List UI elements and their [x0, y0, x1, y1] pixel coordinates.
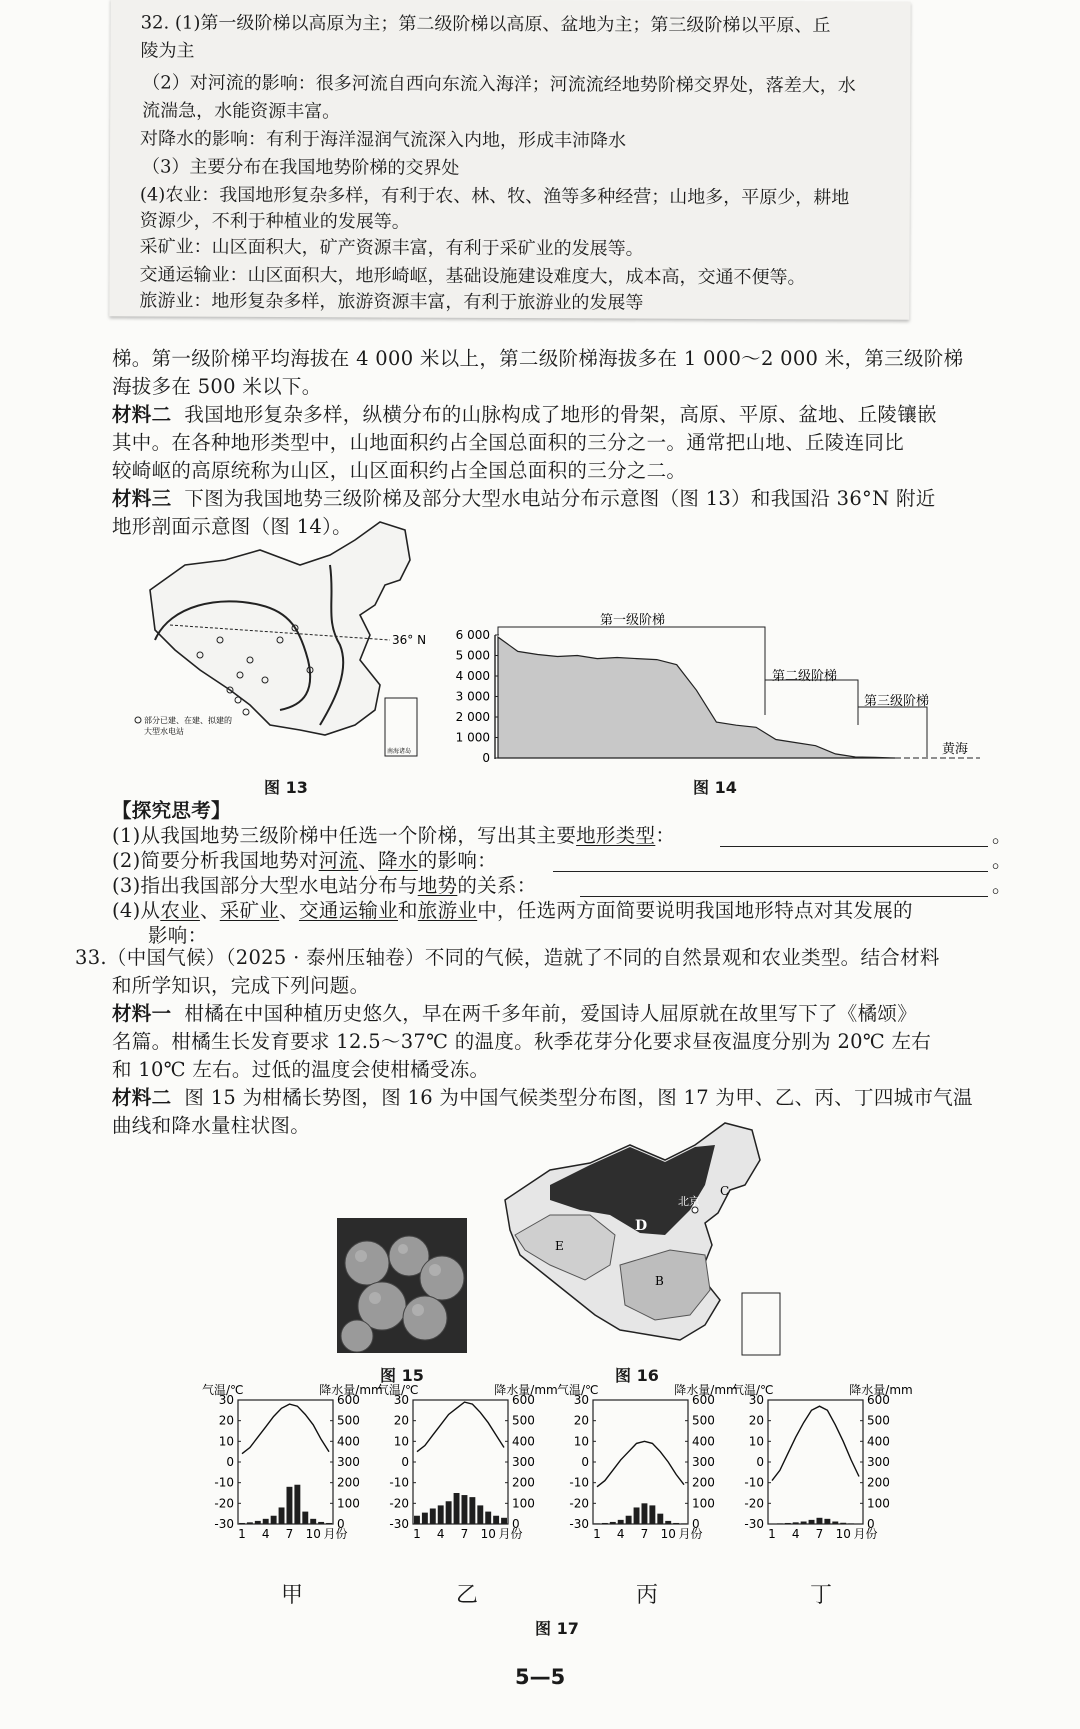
inquiry-question-4-line2: 影响：	[148, 924, 208, 947]
precip-bar	[326, 1523, 332, 1524]
temp-axis-title: 气温/℃	[557, 1383, 599, 1397]
precip-bar	[287, 1487, 293, 1524]
temp-tick-label: 0	[581, 1455, 589, 1469]
precip-bar	[446, 1501, 452, 1524]
question-keyword: 旅游业	[417, 899, 478, 922]
precip-bar	[777, 1523, 783, 1524]
china-outline	[150, 522, 410, 735]
precip-tick-label: 100	[512, 1496, 535, 1511]
precip-bar	[501, 1518, 507, 1524]
material1-tail-line1: 梯。第一级阶梯平均海拔在 4 000 米以上，第二级阶梯海拔多在 1 000～2 000 米，第三级阶梯	[112, 347, 964, 370]
answer-blank-2[interactable]	[553, 871, 988, 872]
page-number: 5—5	[515, 1665, 566, 1689]
q32-material3-line2: 地形剖面示意图（图 14）。	[112, 515, 352, 538]
precip-tick-label: 100	[867, 1496, 890, 1511]
q33-material2-line2: 曲线和降水量柱状图。	[112, 1114, 311, 1137]
legend-text: 部分已建、在建、拟建的	[144, 716, 232, 725]
question-text: (4)从	[112, 899, 161, 922]
citrus-fruit	[403, 1296, 447, 1340]
precip-tick-label: 200	[692, 1475, 715, 1490]
question-text: (1)从我国地势三级阶梯中任选一个阶梯，写出其主要	[112, 824, 577, 847]
citrus-fruit	[420, 1256, 464, 1300]
precip-tick-label: 100	[337, 1496, 360, 1511]
profile-ytick-label: 5 000	[455, 648, 490, 663]
month-tick-label: 4	[436, 1527, 445, 1541]
step3-bracket	[858, 707, 927, 757]
temp-axis-title: 气温/℃	[202, 1383, 244, 1397]
precip-tick-label: 500	[692, 1413, 715, 1428]
q32-material2-line1	[112, 401, 937, 429]
city-label-yi: 乙	[456, 1583, 479, 1608]
precip-bar	[294, 1485, 300, 1524]
temp-tick-label: 0	[401, 1455, 409, 1469]
precip-bar	[302, 1512, 308, 1524]
temp-tick-label: 30	[393, 1393, 409, 1407]
precip-tick-label: 500	[512, 1413, 535, 1428]
precip-bar	[848, 1523, 854, 1524]
precip-bar	[657, 1514, 663, 1524]
question-keyword: 河流	[318, 849, 359, 872]
beijing-label: 北京	[678, 1195, 700, 1208]
end-mark: 。	[992, 824, 1012, 847]
precip-bar	[279, 1507, 285, 1524]
climate-chart-乙	[377, 1382, 558, 1541]
precip-bar	[618, 1520, 624, 1524]
inquiry-title: 【探究思考】	[112, 799, 231, 822]
precip-bar	[681, 1523, 687, 1524]
question-text: 中，任选两方面简要说明我国地形特点对其发展的	[477, 899, 913, 922]
temp-tick-label: 20	[748, 1413, 764, 1428]
profile-ytick-label: 6 000	[455, 628, 490, 642]
precip-tick-label: 600	[692, 1393, 715, 1407]
city-label-jia: 甲	[281, 1583, 304, 1608]
precip-tick-label: 0	[692, 1517, 700, 1531]
question-text: (2)简要分析我国地势对	[112, 849, 319, 872]
precip-tick-label: 100	[692, 1496, 715, 1511]
answer-line: 旅游业：地形复杂多样，旅游资源丰富，有利于旅游业的发展等	[139, 290, 644, 314]
precip-tick-label: 300	[692, 1455, 715, 1469]
q32-material2-line2: 其中。在各种地形类型中，山地面积约占全国总面积的三分之一。通常把山地、丘陵连同比	[112, 431, 905, 454]
month-tick-label: 1	[768, 1527, 776, 1541]
step2-label: 第二级阶梯	[772, 669, 838, 684]
precip-bar	[665, 1521, 671, 1524]
step2-bracket	[765, 680, 858, 725]
temp-tick-label: -30	[569, 1517, 589, 1531]
temp-tick-label: 10	[393, 1434, 409, 1449]
citrus-fruit	[341, 1320, 373, 1352]
month-tick-label: 1	[593, 1527, 601, 1541]
month-tick-label: 10	[835, 1527, 851, 1541]
precip-bar	[462, 1495, 468, 1524]
temp-curve	[597, 1441, 684, 1487]
month-unit-label: 月份	[323, 1527, 348, 1541]
question-text: 、	[358, 849, 379, 872]
material-text: 柑橘在中国种植历史悠久，早在两千多年前，爱国诗人屈原就在故里写下了《橘颂》	[184, 1002, 918, 1025]
profile-ytick-label: 1 000	[455, 730, 490, 745]
precip-bar	[642, 1503, 648, 1524]
answer-line: 资源少，不利于种植业的发展等。	[139, 210, 410, 233]
step1-label: 第一级阶梯	[600, 613, 666, 628]
inquiry-question-4	[112, 897, 913, 925]
month-tick-label: 7	[815, 1527, 824, 1541]
question-text: 、	[279, 899, 299, 922]
inquiry-question-1	[112, 822, 675, 850]
precip-bar	[239, 1523, 245, 1524]
precip-axis-title: 降水量/mm	[674, 1383, 738, 1397]
precip-bar	[318, 1522, 324, 1524]
month-tick-label: 4	[261, 1527, 270, 1541]
temp-tick-label: 10	[218, 1434, 234, 1449]
temp-tick-label: -20	[569, 1496, 589, 1511]
sea-label: 黄海	[942, 742, 969, 757]
precip-tick-label: 500	[337, 1413, 360, 1428]
question-text: 的影响：	[417, 849, 497, 872]
material-label: 材料一	[112, 1002, 172, 1025]
month-tick-label: 10	[660, 1527, 676, 1541]
temp-tick-label: -30	[389, 1517, 409, 1531]
question-text: 的关系：	[457, 874, 537, 897]
temp-tick-label: -10	[214, 1475, 234, 1490]
chart-frame	[593, 1400, 688, 1524]
figure-15-citrus-photo	[337, 1218, 467, 1353]
profile-ytick-label: 4 000	[455, 669, 490, 683]
precip-bar	[485, 1512, 491, 1524]
month-tick-label: 4	[616, 1527, 625, 1541]
precip-bar	[840, 1523, 846, 1524]
precip-bar	[634, 1507, 640, 1524]
precip-bar	[255, 1521, 261, 1524]
temp-tick-label: 30	[573, 1393, 589, 1407]
precip-bar	[414, 1516, 420, 1524]
temp-tick-label: 20	[218, 1413, 234, 1428]
month-tick-label: 4	[791, 1527, 800, 1541]
precip-tick-label: 200	[512, 1475, 535, 1490]
question-text: 、	[199, 899, 220, 922]
answer-line: (4)农业：我国地形复杂多样，有利于农、林、牧、渔等多种经营；山地多，平原少，耕地	[139, 184, 850, 209]
precip-tick-label: 0	[512, 1517, 520, 1531]
zone-label-e: E	[555, 1239, 564, 1253]
figure-14-profile	[440, 613, 1000, 765]
temp-tick-label: -10	[569, 1475, 589, 1490]
temp-axis-title: 气温/℃	[732, 1383, 774, 1397]
hydropower-station-marker	[235, 697, 241, 703]
temp-tick-label: -20	[389, 1496, 409, 1511]
temp-tick-label: -20	[744, 1496, 764, 1511]
climate-chart-丙	[557, 1382, 738, 1541]
climate-chart-甲	[202, 1382, 383, 1541]
temp-tick-label: -10	[744, 1475, 764, 1490]
precip-axis-title: 降水量/mm	[494, 1383, 558, 1397]
temp-tick-label: 20	[573, 1413, 589, 1428]
precip-bar	[824, 1519, 830, 1524]
precip-bar	[626, 1516, 632, 1524]
inquiry-question-2	[112, 847, 497, 875]
month-tick-label: 1	[413, 1527, 421, 1541]
precip-bar	[610, 1522, 616, 1524]
precip-bar	[602, 1523, 608, 1524]
figure-15-caption: 图 15	[380, 1366, 424, 1385]
material-text: 图 15 为柑橘长势图，图 16 为中国气候类型分布图，图 17 为甲、乙、丙、丁四城市气温	[184, 1086, 973, 1109]
question-keyword: 地形类型	[576, 824, 656, 847]
answer-line: 流湍急，水能资源丰富。	[142, 100, 341, 123]
precip-bar	[477, 1505, 483, 1524]
profile-terrain-area	[498, 637, 895, 758]
temp-tick-label: 10	[573, 1434, 589, 1449]
precip-tick-label: 500	[867, 1413, 890, 1428]
precip-bar	[809, 1520, 815, 1524]
month-tick-label: 7	[285, 1527, 294, 1541]
material-label: 材料三	[112, 487, 172, 510]
hydropower-station-marker	[243, 709, 249, 715]
precip-axis-title: 降水量/mm	[849, 1383, 913, 1397]
zone-label-c: C	[720, 1184, 730, 1198]
precip-tick-label: 600	[337, 1393, 360, 1407]
material-label: 材料二	[112, 1086, 172, 1109]
south-sea-inset	[742, 1293, 780, 1355]
precip-bar	[454, 1493, 460, 1524]
figure-13-caption: 图 13	[264, 778, 308, 797]
chart-frame	[768, 1400, 863, 1524]
temp-tick-label: 0	[756, 1455, 764, 1469]
temp-curve	[772, 1406, 859, 1480]
temp-tick-label: -20	[214, 1496, 234, 1511]
precip-bar	[817, 1518, 823, 1524]
temp-tick-label: 20	[393, 1413, 409, 1428]
q33-material1-line3: 和 10℃ 左右。过低的温度会使柑橘受冻。	[112, 1058, 490, 1081]
answer-line: 陵为主	[140, 40, 195, 62]
figure-17-caption: 图 17	[535, 1619, 579, 1638]
profile-ytick-label: 0	[482, 751, 490, 765]
precip-bar	[785, 1523, 791, 1524]
temp-tick-label: -10	[389, 1475, 409, 1490]
month-unit-label: 月份	[853, 1527, 878, 1541]
zone-label-d: D	[635, 1218, 648, 1234]
precip-bar	[310, 1519, 316, 1524]
precip-bar	[247, 1522, 253, 1524]
temp-tick-label: 0	[226, 1455, 234, 1469]
figure-16-climate-map	[490, 1115, 790, 1360]
temp-tick-label: 10	[748, 1434, 764, 1449]
precip-tick-label: 0	[867, 1517, 875, 1531]
precip-tick-label: 400	[867, 1434, 890, 1449]
answer-line: 交通运输业：山区面积大，地形崎岖，基础设施建设难度大，成本高，交通不便等。	[139, 264, 806, 289]
temp-axis-title: 气温/℃	[377, 1383, 419, 1397]
answer-slip	[109, 0, 910, 320]
answer-line: 对降水的影响：有利于海洋湿润气流深入内地，形成丰沛降水	[140, 128, 627, 152]
month-unit-label: 月份	[678, 1527, 703, 1541]
month-tick-label: 10	[480, 1527, 496, 1541]
precip-tick-label: 200	[867, 1475, 890, 1490]
climate-chart-丁	[732, 1382, 913, 1541]
question-keyword: 采矿业	[219, 899, 280, 922]
answer-line: （3）主要分布在我国地势阶梯的交界处	[141, 156, 460, 179]
figure-16-caption: 图 16	[615, 1366, 659, 1385]
question-keyword: 降水	[378, 849, 418, 872]
step3-label: 第三级阶梯	[864, 694, 930, 709]
q33-material1-line2: 名篇。柑橘生长发育要求 12.5～37℃ 的温度。秋季花芽分化要求昼夜温度分别为 20℃ 左右	[112, 1030, 932, 1053]
precip-bar	[469, 1497, 475, 1524]
q33-stem-line2: 和所学知识，完成下列问题。	[112, 974, 370, 997]
month-tick-label: 1	[238, 1527, 246, 1541]
q33-material2-line1	[112, 1084, 973, 1112]
figure-13-map	[130, 520, 430, 770]
question-text: 和	[397, 899, 418, 922]
precip-bar	[649, 1505, 655, 1524]
temp-tick-label: -30	[214, 1517, 234, 1531]
end-mark: 。	[992, 849, 1012, 872]
city-label-ding: 丁	[810, 1583, 833, 1608]
legend-station-marker	[135, 717, 141, 723]
precip-bar	[430, 1509, 436, 1525]
question-text: ：	[655, 824, 676, 847]
inset-label: 南海诸岛	[387, 748, 412, 755]
precip-tick-label: 600	[867, 1393, 890, 1407]
precip-bar	[594, 1523, 600, 1524]
question-keyword: 农业	[160, 899, 200, 922]
precip-tick-label: 0	[337, 1517, 345, 1531]
precip-tick-label: 300	[867, 1455, 890, 1469]
precip-tick-label: 400	[692, 1434, 715, 1449]
q33-material1-line1	[112, 1000, 917, 1028]
q32-material3-line1	[112, 485, 936, 513]
material-label: 材料二	[112, 403, 172, 426]
month-unit-label: 月份	[498, 1527, 523, 1541]
question-keyword: 交通运输业	[298, 899, 398, 922]
temp-curve	[417, 1402, 504, 1452]
question-keyword: 地势	[417, 874, 458, 897]
precip-tick-label: 300	[337, 1455, 360, 1469]
precip-tick-label: 600	[512, 1393, 535, 1407]
precip-tick-label: 200	[337, 1475, 360, 1490]
precip-bar	[263, 1519, 269, 1524]
answer-line: （2）对河流的影响：很多河流自西向东流入海洋；河流流经地势阶梯交界处，落差大，水	[142, 72, 856, 97]
inquiry-question-3	[112, 872, 537, 900]
precip-bar	[793, 1522, 799, 1524]
answer-line: 采矿业：山区面积大，矿产资源丰富，有利于采矿业的发展等。	[139, 236, 644, 260]
precip-axis-title: 降水量/mm	[319, 1383, 383, 1397]
zone-label-b: B	[655, 1274, 664, 1288]
month-tick-label: 7	[460, 1527, 469, 1541]
citrus-fruit	[345, 1241, 389, 1285]
q33-stem-line1: 33.（中国气候）（2025 · 泰州压轴卷）不同的气候，造就了不同的自然景观和农业类型。结合材料	[75, 946, 940, 969]
precip-bar	[493, 1516, 499, 1524]
precip-bar	[832, 1522, 838, 1524]
material1-tail-line2: 海拔多在 500 米以下。	[112, 375, 322, 398]
temp-tick-label: 30	[748, 1393, 764, 1407]
answer-line: 32. (1)第一级阶梯以高原为主；第二级阶梯以高原、盆地为主；第三级阶梯以平原、丘	[140, 12, 831, 37]
precip-bar	[271, 1516, 277, 1524]
figure-17-climate-charts	[200, 1382, 913, 1578]
precip-bar	[438, 1505, 444, 1524]
precip-bar	[801, 1522, 807, 1524]
month-tick-label: 7	[640, 1527, 649, 1541]
precip-tick-label: 400	[337, 1434, 360, 1449]
figure-14-caption: 图 14	[693, 778, 737, 797]
precip-bar	[673, 1523, 679, 1524]
temp-tick-label: -30	[744, 1517, 764, 1531]
city-label-bing: 丙	[636, 1583, 659, 1608]
question-text: (3)指出我国部分大型水电站分布与	[112, 874, 418, 897]
chart-frame	[238, 1400, 333, 1524]
month-tick-label: 10	[305, 1527, 321, 1541]
chart-frame	[413, 1400, 508, 1524]
profile-ytick-label: 2 000	[455, 710, 490, 724]
precip-bar	[422, 1513, 428, 1524]
material-text: 下图为我国地势三级阶梯及部分大型水电站分布示意图（图 13）和我国沿 36°N 附近	[184, 487, 936, 510]
precip-tick-label: 400	[512, 1434, 535, 1449]
profile-ytick-label: 3 000	[455, 689, 490, 704]
legend-text: 大型水电站	[144, 727, 184, 736]
precip-tick-label: 300	[512, 1455, 535, 1469]
answer-blank-1[interactable]	[720, 846, 988, 847]
q32-material2-line3: 较崎岖的高原统称为山区，山区面积约占全国总面积的三分之二。	[112, 459, 687, 482]
temp-curve	[242, 1404, 329, 1454]
material-text: 我国地形复杂多样，纵横分布的山脉构成了地形的骨架，高原、平原、盆地、丘陵镶嵌	[184, 403, 937, 426]
end-mark: 。	[992, 874, 1012, 897]
latitude-label: 36° N	[392, 633, 427, 647]
temp-tick-label: 30	[218, 1393, 234, 1407]
